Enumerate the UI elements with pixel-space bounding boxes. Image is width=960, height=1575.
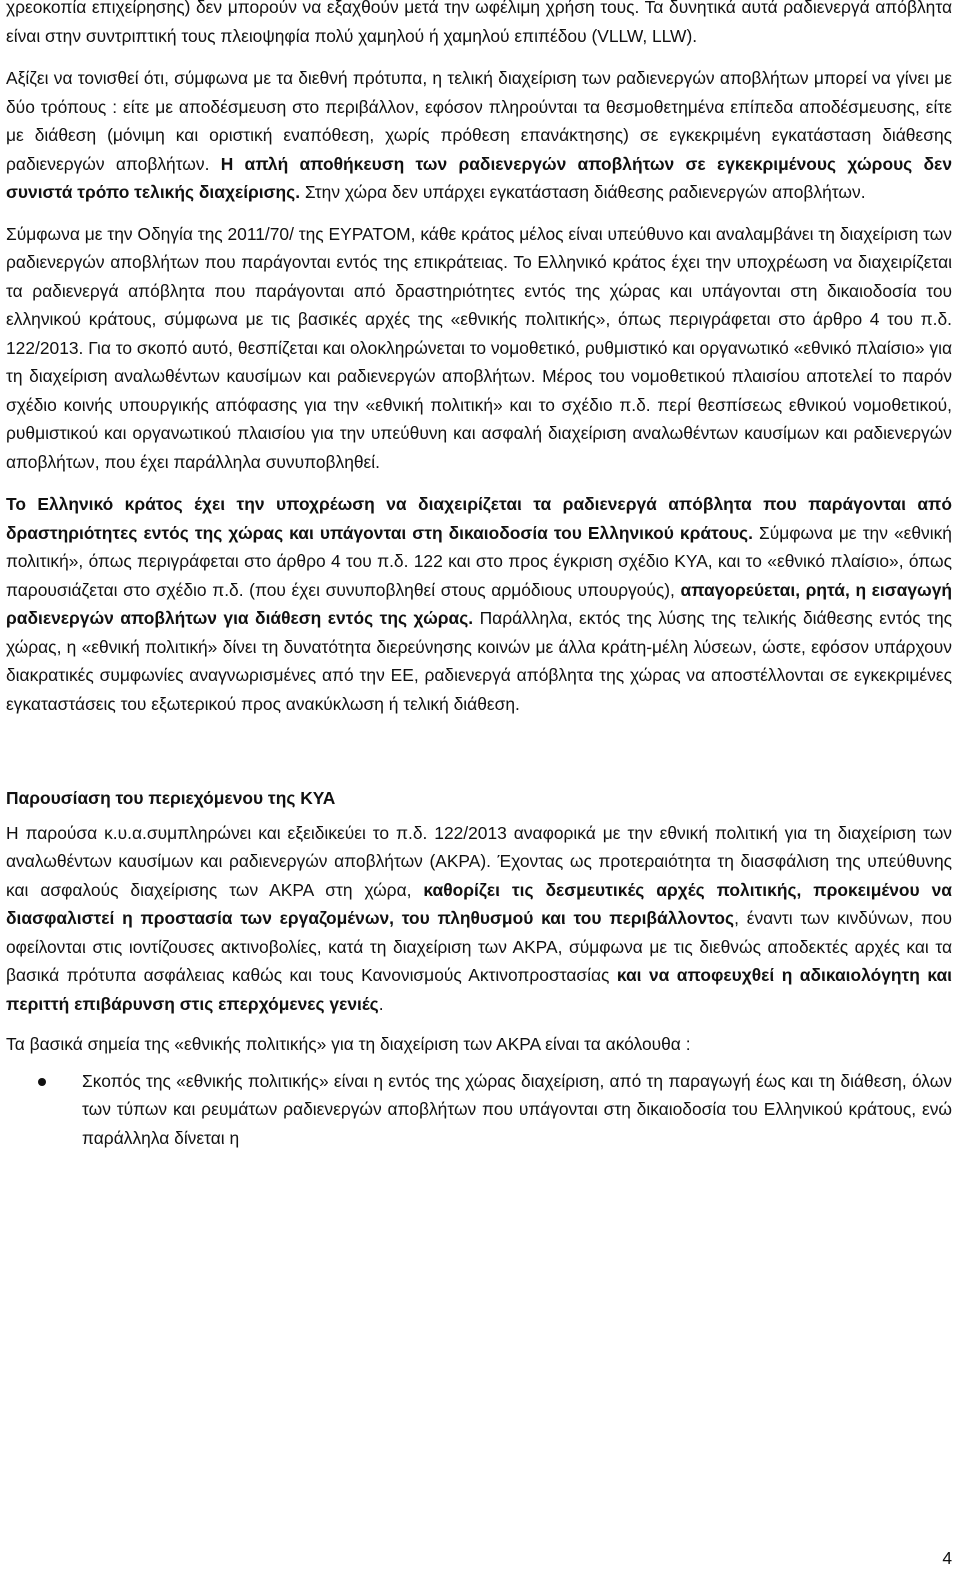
list-item xyxy=(6,1067,952,1153)
paragraph-1: χρεοκοπία επιχείρησης) δεν μπορούν να εξαχθούν μετά την ωφέλιμη χρήση τους. Τα δυνητικά αυτά ραδιενεργά απόβλητα είναι στην συντριπτική τους πλειοψηφία πολύ χαμηλού ή χαμηλού επιπέδου (VLLW, LLW). xyxy=(6,0,952,46)
paragraph-5-text-c: . xyxy=(378,993,384,1014)
paragraph-5 xyxy=(6,819,952,1019)
paragraph-6: Τα βασικά σημεία της «εθνικής πολιτικής» για τη διαχείριση των ΑΚΡΑ είναι τα ακόλουθα : xyxy=(6,1034,691,1054)
paragraph-5-text-b: , έναντι των κινδύνων, που οφείλονται στις ιοντίζουσες ακτινοβολίες, κατά τη διαχείριση των ΑΚΡΑ, σύμφωνα με τις διεθνώς αποδεκτές αρχές και τα βασικά πρότυπα ασφάλειας καθώς και τους Κανονισμούς Ακτινοπροστασίας xyxy=(6,908,952,985)
paragraph-2 xyxy=(6,64,952,207)
paragraph-5-bold-a: καθορίζει τις δεσμευτικές αρχές πολιτικής, προκειμένου να διασφαλιστεί η προστασία των εργαζομένων, του πληθυσμού και του περιβάλλοντος xyxy=(6,879,952,928)
paragraph-5-bold-b: και να αποφευχθεί η αδικαιολόγητη και περιττή επιβάρυνση στις επερχόμενες γενιές xyxy=(6,965,952,1014)
bullet-icon xyxy=(38,1078,46,1086)
bullet-text: Σκοπός της «εθνικής πολιτικής» είναι η εντός της χώρας διαχείριση, από τη παραγωγή έως και τη διάθεση, όλων των τύπων και ρευμάτων ραδιενεργών αποβλήτων που υπάγονται στη δικαιοδοσία του Ελληνικού κράτους, ενώ παράλληλα δίνεται η xyxy=(82,1070,952,1148)
paragraph-4-bold-b: απαγορεύεται, ρητά, η εισαγωγή ραδιενεργών αποβλήτων για διάθεση εντός της χώρας. xyxy=(6,579,953,628)
paragraph-4-text-b: Παράλληλα, εκτός της λύσης της τελικής διάθεσης εντός της χώρας, η «εθνική πολιτική» δίνει τη δυνατότητα διερεύνησης κοινών με άλλα κράτη-μέλη λύσεων, ώστε, εφόσον υπάρχουν διακρατικές συμφωνίες αναγνωρισμένες από την ΕΕ, ραδιενεργά απόβλητα της χώρας να αποστέλλονται σε εγκεκριμένες εγκαταστάσεις του εξωτερικού προς ανακύκλωση ή τελική διάθεση. xyxy=(6,608,952,714)
paragraph-2-text-a: Αξίζει να τονισθεί ότι, σύμφωνα με τα διεθνή πρότυπα, η τελική διαχείριση των ραδιενεργών αποβλήτων μπορεί να γίνει με δύο τρόπους : είτε με αποδέσμευση στο περιβάλλον, εφόσον πληρούνται τα θεσμοθετημένα επίπεδα αποδέσμευσης, είτε με διάθεση (μόνιμη και οριστική εναπόθεση, χωρίς πρόθεση επανάκτησης) σε εγκεκριμένη εγκατάσταση διάθεσης ραδιενεργών αποβλήτων. xyxy=(6,68,952,174)
paragraph-4-bold-a: Το Ελληνικό κράτος έχει την υποχρέωση να διαχειρίζεται τα ραδιενεργά απόβλητα που παράγονται από δραστηριότητες εντός της χώρας και υπάγονται στη δικαιοδοσία του Ελληνικού κράτους. xyxy=(6,494,952,543)
bullet-list xyxy=(6,1067,952,1153)
paragraph-4-text-a: Σύμφωνα με την «εθνική πολιτική», όπως περιγράφεται στο άρθρο 4 του π.δ. 122 και στο προς έγκριση σχέδιο ΚΥΑ, και το «εθνικό πλαίσιο», όπως παρουσιάζεται στο σχέδιο π.δ. (που έχει συνυποβληθεί στους αρμόδιους υπουργούς), xyxy=(6,522,952,600)
document-page xyxy=(6,0,952,1152)
section-heading: Παρουσίαση του περιεχόμενου της ΚΥΑ xyxy=(6,788,336,808)
paragraph-5-text-a: Η παρούσα κ.υ.α.συμπληρώνει και εξειδικεύει το π.δ. 122/2013 αναφορικά με την εθνική πολιτική για τη διαχείριση των αναλωθέντων καυσίμων και ραδιενεργών αποβλήτων (ΑΚΡΑ). Έχοντας ως προτεραιότητα τη διασφάλιση της υπεύθυνης και ασφαλούς διαχείρισης των ΑΚΡΑ στη χώρα, xyxy=(6,822,952,900)
paragraph-2-bold-a: Η απλή αποθήκευση των ραδιενεργών αποβλήτων σε εγκεκριμένους χώρους δεν συνιστά τρόπο τελικής διαχείρισης. xyxy=(6,153,952,202)
paragraph-2-text-b: Στην χώρα δεν υπάρχει εγκατάσταση διάθεσης ραδιενεργών αποβλήτων. xyxy=(300,182,866,202)
paragraph-4 xyxy=(6,490,952,718)
page-number: 4 xyxy=(942,1548,952,1568)
paragraph-3: Σύμφωνα με την Οδηγία της 2011/70/ της ΕΥΡΑΤΟΜ, κάθε κράτος μέλος είναι υπεύθυνο και αναλαμβάνει τη διαχείριση των ραδιενεργών αποβλήτων που παράγονται εντός της επικράτειας. Το Ελληνικό κράτος έχει την υποχρέωση να διαχειρίζεται τα ραδιενεργά απόβλητα που παράγονται από δραστηριότητες εντός της χώρας και υπάγονται στη δικαιοδοσία του ελληνικού κράτους, σύμφωνα με τις βασικές αρχές της «εθνικής πολιτικής», όπως περιγράφεται στο άρθρο 4 του π.δ. 122/2013. Για το σκοπό αυτό, θεσπίζεται και ολοκληρώνεται το νομοθετικό, ρυθμιστικό και οργανωτικό «εθνικό πλαίσιο» για τη διαχείριση αναλωθέντων καυσίμων και ραδιενεργών αποβλήτων. Μέρος του νομοθετικού πλαισίου αποτελεί το παρόν σχέδιο κοινής υπουργικής απόφασης για την «εθνική πολιτική» και το σχέδιο π.δ. περί θεσπίσεως εθνικού νομοθετικού, ρυθμιστικού και οργανωτικού πλαισίου για την υπεύθυνη και ασφαλή διαχείριση αναλωθέντων καυσίμων και ραδιενεργών αποβλήτων, που έχει παράλληλα συνυποβληθεί. xyxy=(6,223,952,472)
